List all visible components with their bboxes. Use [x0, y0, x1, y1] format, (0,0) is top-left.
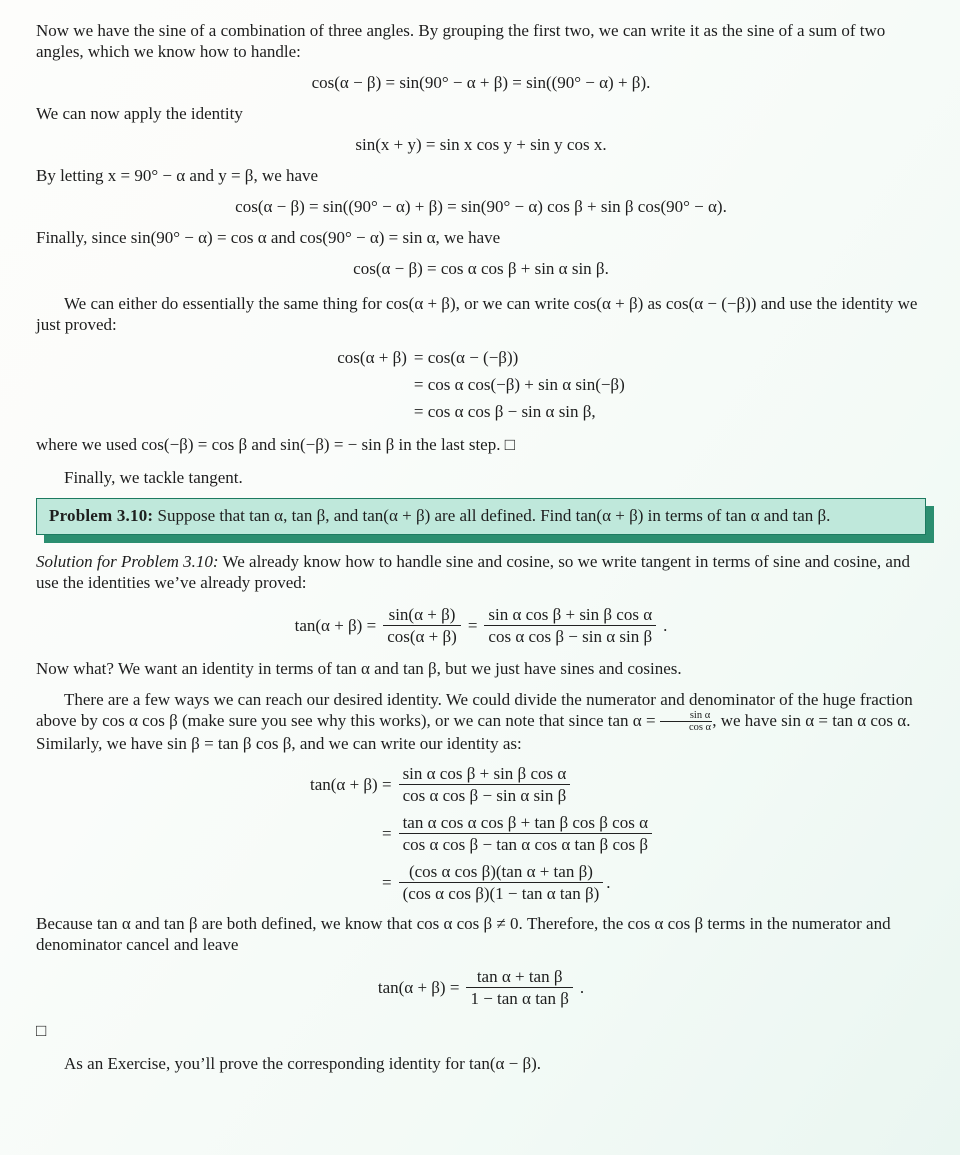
equals-sign: = [381, 873, 392, 893]
display-equation-8 [36, 967, 926, 1008]
fraction [399, 813, 652, 854]
display-equation-1: cos(α − β) = sin(90° − α + β) = sin((90° − α) + β). [311, 73, 651, 92]
display-equation-5 [36, 347, 926, 422]
fraction [399, 764, 571, 805]
paragraph-finally-since: Finally, since sin(90° − α) = cos α and cos(90° − α) = sin α, we have [36, 228, 501, 247]
equation-line [399, 764, 652, 805]
paragraph-text: , we have sin α = tan α cos α. Similarly, we have sin β = tan β cos β, and we can write our identity as: [36, 711, 911, 754]
fraction-denominator: cos α cos β − sin α sin β [484, 625, 656, 646]
inline-fraction [660, 711, 712, 733]
display-equation-3: cos(α − β) = sin((90° − α) + β) = sin(90° − α) cos β + sin β cos(90° − α). [235, 197, 727, 216]
display-equation-6 [36, 605, 926, 646]
paragraph-letting: By letting x = 90° − α and y = β, we have [36, 166, 319, 185]
paragraph-exercise: As an Exercise, you’ll prove the corresponding identity for tan(α − β). [64, 1054, 542, 1074]
equation-line: = cos α cos(−β) + sin α sin(−β) [413, 375, 625, 394]
equation-line: = cos α cos β − sin α sin β, [413, 402, 596, 421]
equation-lhs: tan(α + β) = [294, 616, 377, 635]
fraction-denominator: (cos α cos β)(1 − tan α tan β) [399, 882, 604, 903]
fraction-denominator: cos α cos β − sin α sin β [399, 784, 571, 805]
fraction [383, 605, 461, 646]
display-equation-7 [36, 764, 926, 903]
paragraph-intro: Now we have the sine of a combination of three angles. By grouping the first two, we can write it as the sine of a sum of two angles, which we know how to handle: [36, 21, 886, 61]
equals-sign: = [381, 824, 392, 844]
fraction [466, 967, 572, 1008]
fraction-numerator: sin(α + β) [388, 605, 456, 624]
equation-lhs: tan(α + β) = [377, 978, 460, 998]
fraction-numerator: sin α cos β + sin β cos α [488, 605, 653, 624]
fraction-numerator: tan α cos α cos β + tan β cos β cos α [402, 813, 648, 833]
paragraph-cos-sum: We can either do essentially the same thing for cos(α + β), or we can write cos(α + β) as cos(α − (−β)) and use the identity we just proved: [36, 294, 918, 334]
fraction-numerator: tan α + tan β [476, 967, 563, 987]
fraction-numerator: (cos α cos β)(tan α + tan β) [408, 862, 593, 882]
equation-line [399, 862, 652, 903]
fraction-numerator: sin α cos β + sin β cos α [402, 764, 567, 784]
qed-square: □ [36, 1021, 47, 1041]
paragraph-text: There are a few ways we can reach our desired identity. We could divide the numerator and denominator of the huge fraction above by cos α cos β (make sure you see why this works), or we can note that since tan α = [36, 690, 913, 730]
problem-box-label: Problem 3.10: [49, 506, 154, 525]
period: . [663, 616, 668, 635]
paragraph-where-we-used: where we used cos(−β) = cos β and sin(−β) = − sin β in the last step. □ [36, 435, 515, 454]
fraction [399, 862, 604, 903]
paragraph-now-what: Now what? We want an identity in terms of tan α and tan β, but we just have sines and cosines. [36, 659, 682, 678]
fraction-denominator: cos α [660, 721, 712, 733]
equation-lhs: tan(α + β) = [309, 775, 392, 795]
problem-box-text: Suppose that tan α, tan β, and tan(α + β) are all defined. Find tan(α + β) in terms of tan α and tan β. [157, 506, 831, 525]
fraction-denominator: cos(α + β) [383, 625, 461, 646]
solution-lead: Solution for Problem 3.10: [36, 552, 219, 571]
equation-line: = cos(α − (−β)) [413, 348, 519, 367]
equation-line [399, 813, 652, 854]
display-equation-2: sin(x + y) = sin x cos y + sin y cos x. [355, 135, 607, 154]
display-equation-4: cos(α − β) = cos α cos β + sin α sin β. [353, 259, 609, 278]
paragraph-because-defined: Because tan α and tan β are both defined, we know that cos α cos β ≠ 0. Therefore, the cos α cos β terms in the numerator and denominator cancel and leave [36, 914, 891, 955]
paragraph-apply-identity: We can now apply the identity [36, 104, 243, 123]
problem-box [36, 498, 926, 535]
period: . [579, 978, 585, 998]
equals-sign: = [467, 616, 478, 635]
paragraph-solution [36, 551, 926, 593]
fraction-numerator: sin α [689, 710, 711, 722]
period: . [606, 873, 611, 893]
solution-text: We already know how to handle sine and cosine, so we write tangent in terms of sine and cosine, and use the identities we’ve already proved: [36, 552, 910, 592]
fraction-denominator: 1 − tan α tan β [466, 987, 572, 1008]
paragraph-tackle-tangent: Finally, we tackle tangent. [64, 468, 243, 487]
paragraph-few-ways [36, 689, 926, 754]
equation-lhs: cos(α + β) [337, 348, 407, 367]
fraction-denominator: cos α cos β − tan α cos α tan β cos β [399, 833, 652, 854]
fraction [484, 605, 656, 646]
